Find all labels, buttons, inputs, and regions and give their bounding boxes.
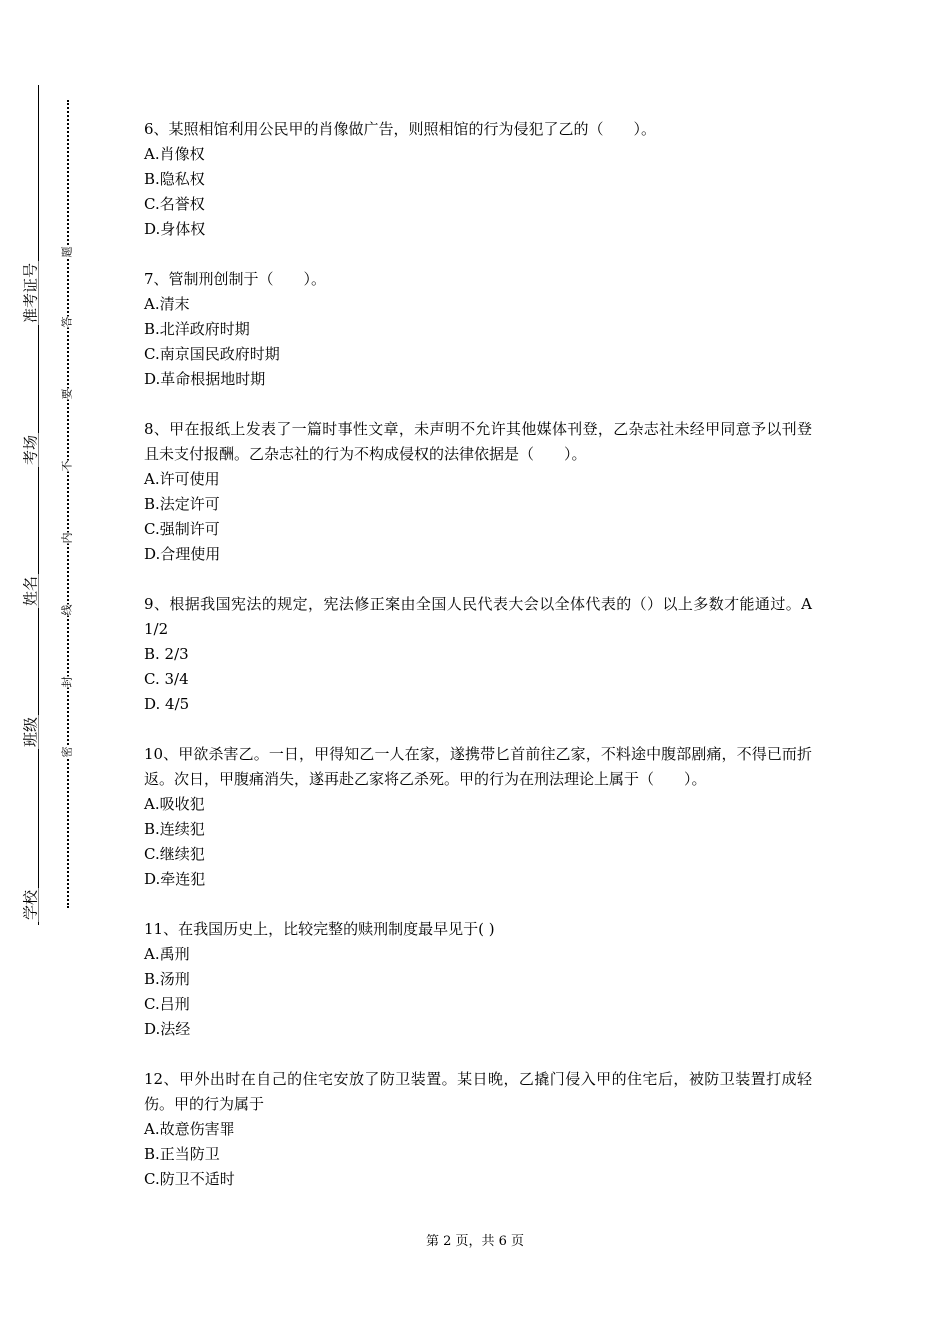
- option-b: B. 2/3: [144, 645, 189, 663]
- seal-char: 不: [60, 460, 74, 472]
- question-8: [144, 417, 812, 567]
- question-stem: 8、甲在报纸上发表了一篇时事性文章，未声明不允许其他媒体刊登，乙杂志社未经甲同意予以刊登且未支付报酬。乙杂志社的行为不构成侵权的法律依据是（ ）。: [144, 420, 812, 463]
- option-c: C.强制许可: [144, 520, 220, 538]
- option-b: B.连续犯: [144, 820, 205, 838]
- binding-dotted-line: [67, 100, 69, 908]
- question-9: [144, 592, 812, 717]
- question-stem: 7、管制刑创制于（ ）。: [144, 270, 327, 288]
- question-11: [144, 917, 812, 1042]
- seal-char: 内: [60, 532, 74, 544]
- option-b: B.正当防卫: [144, 1145, 220, 1163]
- binding-field-exam-room: 考场: [21, 434, 40, 466]
- option-d: D. 4/5: [144, 695, 190, 713]
- question-12: [144, 1067, 812, 1192]
- seal-char: 题: [60, 246, 74, 258]
- binding-field-school: 学校: [21, 889, 40, 921]
- option-c: C.吕刑: [144, 995, 190, 1013]
- option-d: D.法经: [144, 1020, 191, 1038]
- option-b: B.北洋政府时期: [144, 320, 250, 338]
- binding-solid-line: [38, 85, 39, 925]
- option-a: A.故意伤害罪: [144, 1120, 235, 1138]
- option-b: B.汤刑: [144, 970, 190, 988]
- seal-char: 密: [60, 746, 74, 758]
- option-d: D.合理使用: [144, 545, 221, 563]
- question-stem: 10、甲欲杀害乙。一日，甲得知乙一人在家，遂携带匕首前往乙家，不料途中腹部剧痛，不得已而折返。次日，甲腹痛消失，遂再赴乙家将乙杀死。甲的行为在刑法理论上属于（ ）。: [144, 745, 812, 788]
- option-a: A.吸收犯: [144, 795, 205, 813]
- option-b: B.法定许可: [144, 495, 220, 513]
- option-d: D.身体权: [144, 220, 206, 238]
- option-a: A.清末: [144, 295, 190, 313]
- option-d: D.牵连犯: [144, 870, 206, 888]
- option-c: C.防卫不适时: [144, 1170, 235, 1188]
- option-c: C.继续犯: [144, 845, 205, 863]
- option-a: A.许可使用: [144, 470, 220, 488]
- question-6: [144, 117, 812, 242]
- option-d: D.革命根据地时期: [144, 370, 266, 388]
- question-list: [144, 117, 812, 1217]
- binding-field-name: 姓名: [21, 575, 40, 607]
- seal-char: 线: [60, 604, 74, 616]
- question-stem: 9、根据我国宪法的规定，宪法修正案由全国人民代表大会以全体代表的（）以上多数才能通过。A 1/2: [144, 595, 812, 638]
- option-a: A.禹刑: [144, 945, 190, 963]
- page-footer: 第 2 页，共 6 页: [425, 1234, 525, 1249]
- seal-char: 答: [60, 316, 74, 328]
- option-c: C. 3/4: [144, 670, 189, 688]
- option-c: C.名誉权: [144, 195, 205, 213]
- option-b: B.隐私权: [144, 170, 205, 188]
- binding-field-exam-number: 准考证号: [21, 262, 40, 324]
- binding-field-class: 班级: [21, 716, 40, 748]
- question-10: [144, 742, 812, 892]
- question-stem: 11、在我国历史上，比较完整的赎刑制度最早见于( ): [144, 920, 495, 938]
- question-7: [144, 267, 812, 392]
- question-stem: 6、某照相馆利用公民甲的肖像做广告，则照相馆的行为侵犯了乙的（ ）。: [144, 120, 657, 138]
- seal-char: 封: [60, 676, 74, 688]
- option-a: A.肖像权: [144, 145, 205, 163]
- option-c: C.南京国民政府时期: [144, 345, 280, 363]
- seal-char: 要: [60, 388, 74, 400]
- question-stem: 12、甲外出时在自己的住宅安放了防卫装置。某日晚，乙撬门侵入甲的住宅后，被防卫装置打成轻伤。甲的行为属于: [144, 1070, 812, 1113]
